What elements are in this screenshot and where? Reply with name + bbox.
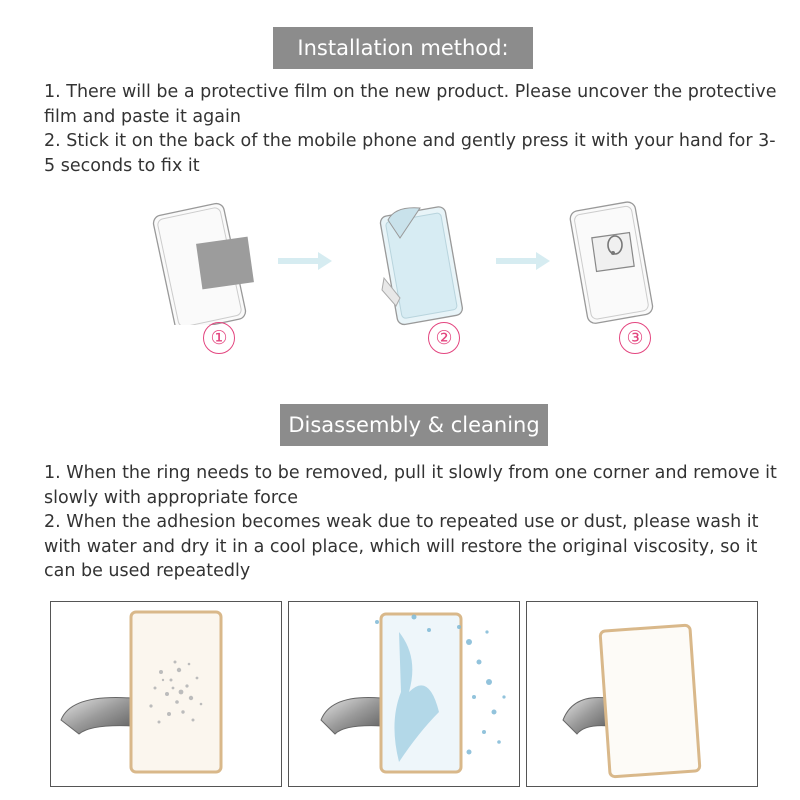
installation-instructions xyxy=(44,80,784,178)
step-2-illustration xyxy=(370,198,480,328)
clean-ring-holder-photo xyxy=(526,601,758,787)
installation-header: Installation method: xyxy=(273,27,533,69)
peel-film-icon xyxy=(370,198,480,328)
arrow-right-icon xyxy=(276,250,336,272)
installation-step-2-text: 2. Stick it on the back of the mobile phone and gently press it with your hand for 3-5 seconds to fix it xyxy=(44,131,776,176)
phone-with-ring-icon xyxy=(560,195,670,330)
washing-ring-holder-photo xyxy=(288,601,520,787)
step-1-illustration xyxy=(140,200,270,325)
arrow-right-icon xyxy=(494,250,554,272)
step-3-number: ③ xyxy=(619,322,651,354)
step-3-illustration xyxy=(560,195,670,330)
cleaning-step-2-text: 2. When the adhesion becomes weak due to repeated use or dust, please wash it with water and dry it in a cool place, which will restore the original viscosity, so it can be used repeatedly xyxy=(44,512,759,581)
dusty-ring-holder-photo xyxy=(50,601,282,787)
installation-step-1-text: 1. There will be a protective film on the new product. Please uncover the protective film and paste it again xyxy=(44,82,777,127)
phone-with-film-icon xyxy=(140,200,270,325)
step-2-number: ② xyxy=(428,322,460,354)
cleaning-instructions xyxy=(44,461,784,584)
step-1-number: ① xyxy=(203,322,235,354)
cleaning-header: Disassembly & cleaning xyxy=(280,404,548,446)
cleaning-step-1-text: 1. When the ring needs to be removed, pull it slowly from one corner and remove it slowly with appropriate force xyxy=(44,463,777,508)
